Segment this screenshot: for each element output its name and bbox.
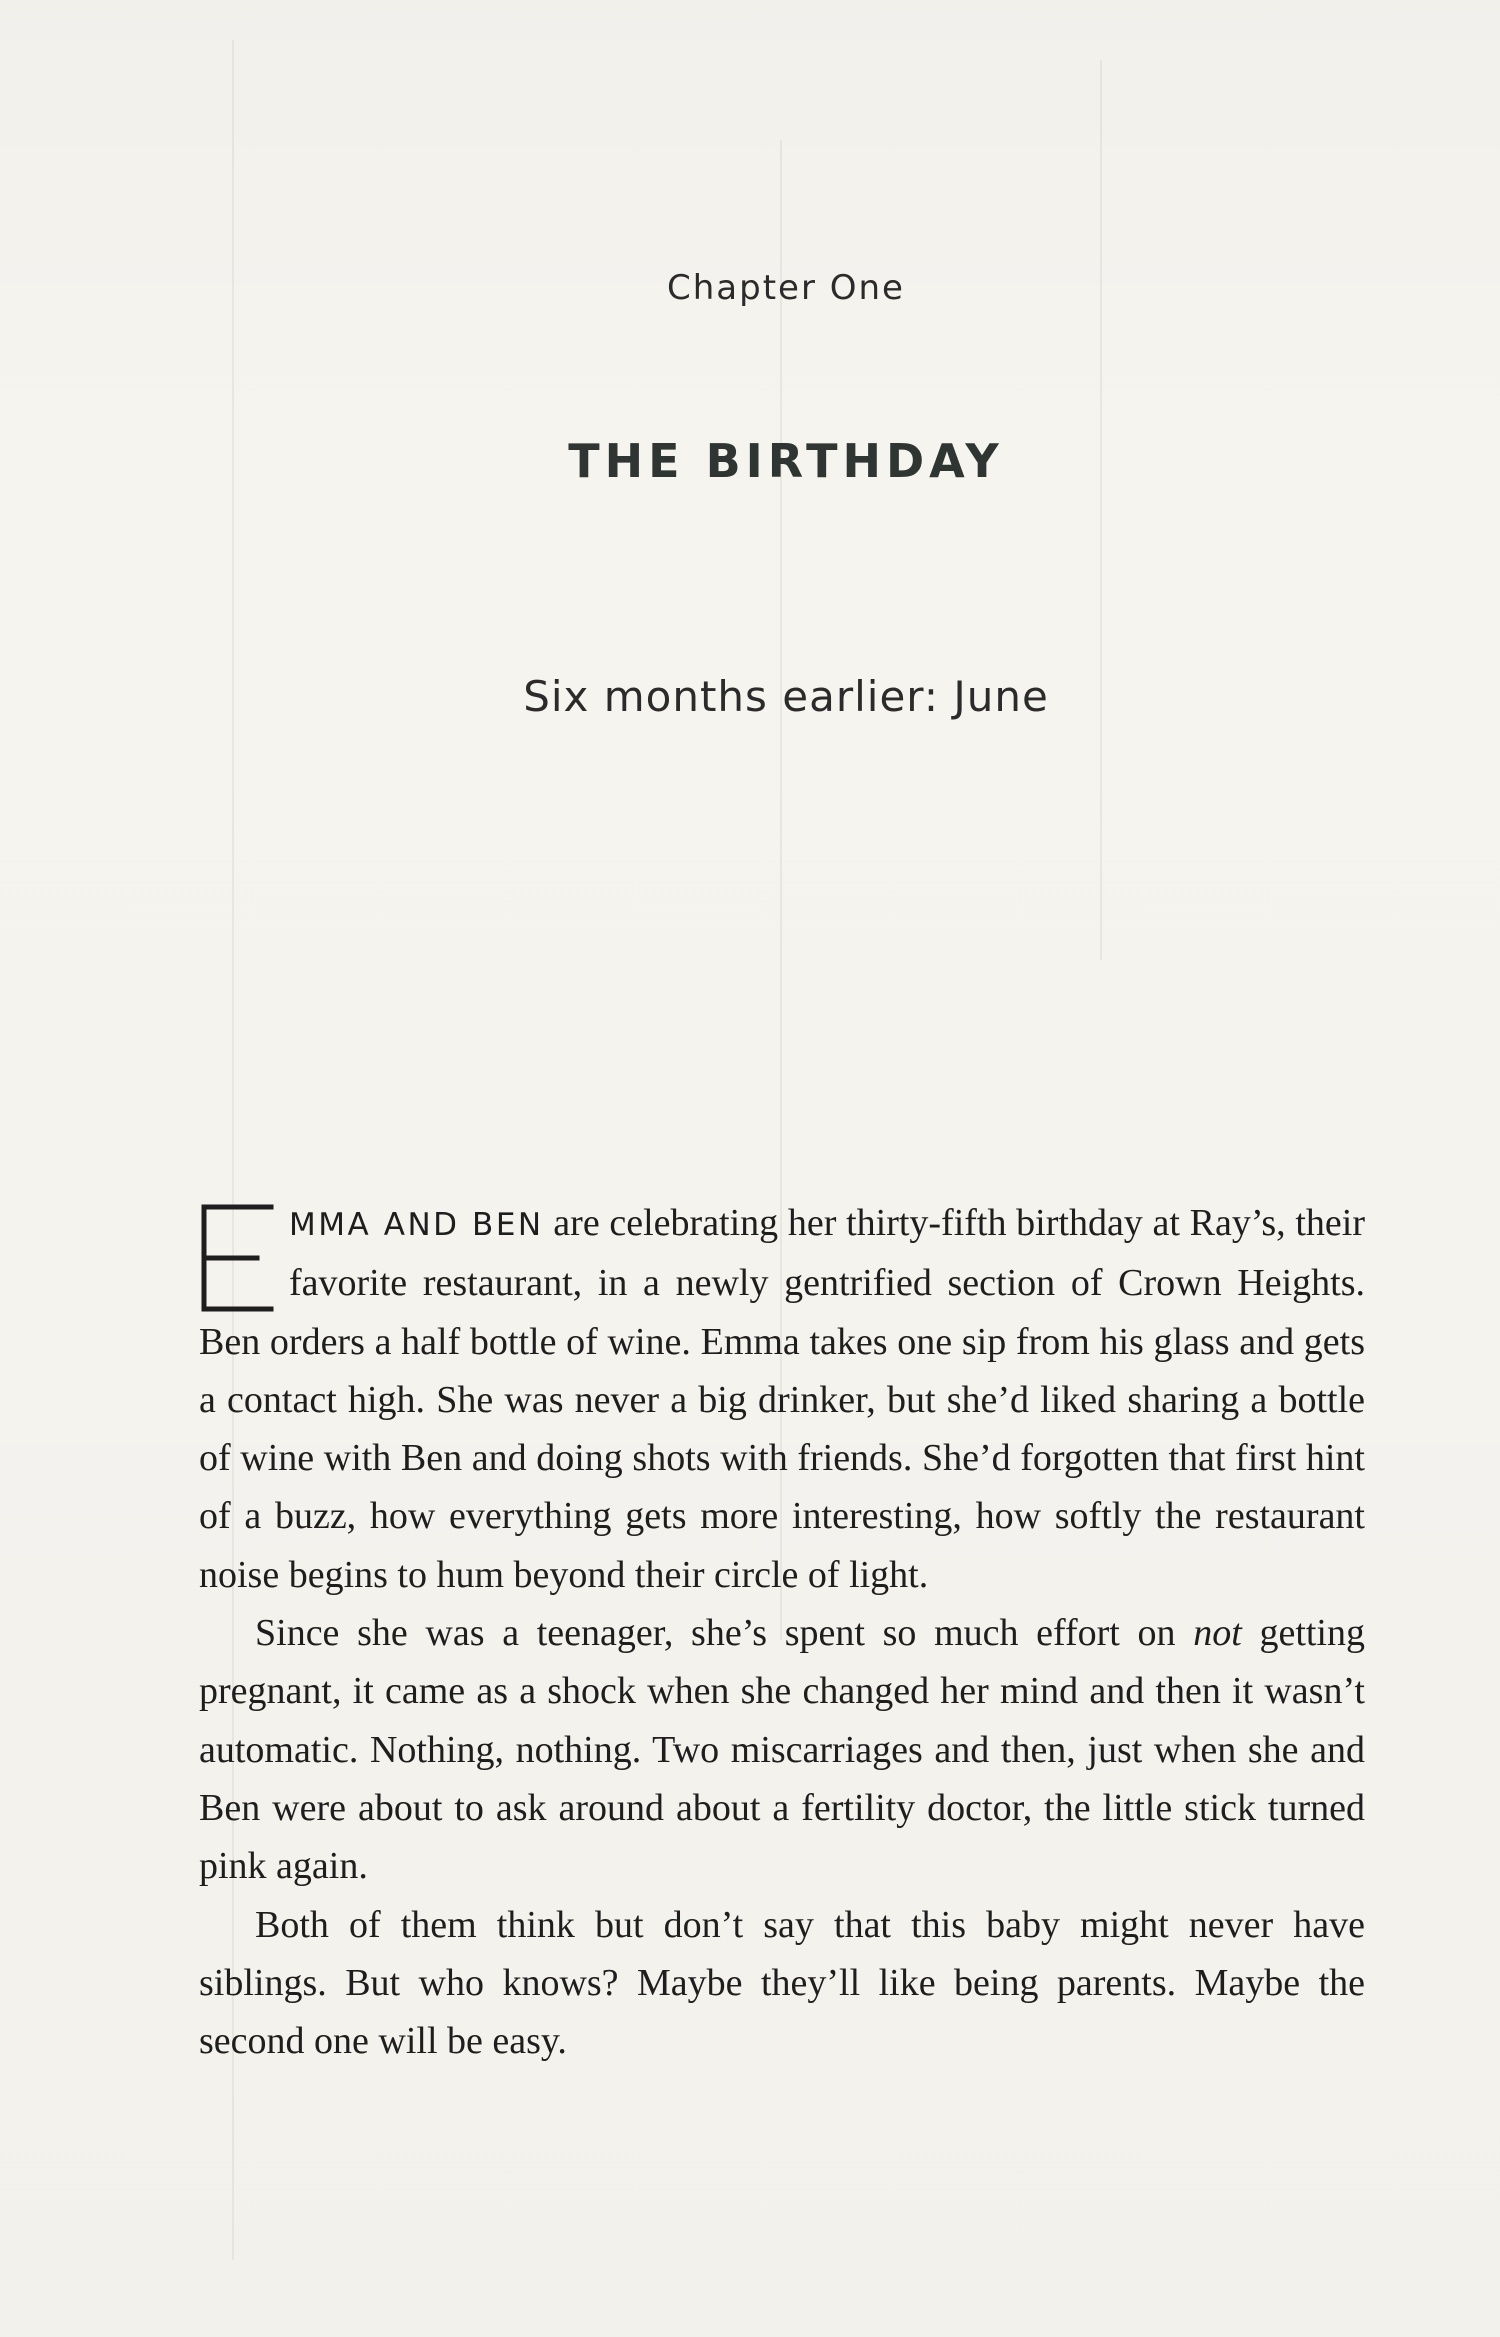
paragraph-1 xyxy=(199,1194,1365,1604)
paragraph-1-text: are celebrating her thirty-fifth birthday at Ray’s, their favorite restaurant, in a newly gentrified section of Crown Heights. Ben orders a half bottle of wine. Emma takes one sip from his glass and gets a contact high. She was never a big drinker, but she’d liked sharing a bottle of wine with Ben and doing shots with friends. She’d forgotten that first hint of a buzz, how everything gets more interesting, how softly the restaurant noise begins to hum beyond their circle of light. xyxy=(199,1202,1366,1596)
paragraph-2-text-end: getting pregnant, it came as a shock when she changed her mind and then it wasn’t automatic. Nothing, nothing. Two miscarriages and then, just when she and Ben were about to ask around about a fertility doctor, the little stick turned pink again. xyxy=(199,1612,1365,1888)
drop-cap-letter-e xyxy=(199,1204,275,1312)
show-through-line xyxy=(1100,60,1102,960)
section-heading: Six months earlier: June xyxy=(523,672,1049,721)
drop-cap xyxy=(199,1204,275,1312)
lead-in: MMA AND BEN xyxy=(289,1207,544,1243)
chapter-label: Chapter One xyxy=(667,268,905,308)
body-text xyxy=(199,1194,1365,2070)
paragraph-2-emphasis: not xyxy=(1193,1612,1242,1655)
paragraph-2 xyxy=(199,1604,1365,1895)
chapter-title: THE BIRTHDAY xyxy=(568,434,1004,488)
paragraph-2-text-start: Since she was a teenager, she’s spent so much effort on xyxy=(255,1612,1194,1655)
paragraph-3: Both of them think but don’t say that this baby might never have siblings. But who knows? Maybe they’ll like being parents. Maybe the second one will be easy. xyxy=(199,1903,1365,2063)
